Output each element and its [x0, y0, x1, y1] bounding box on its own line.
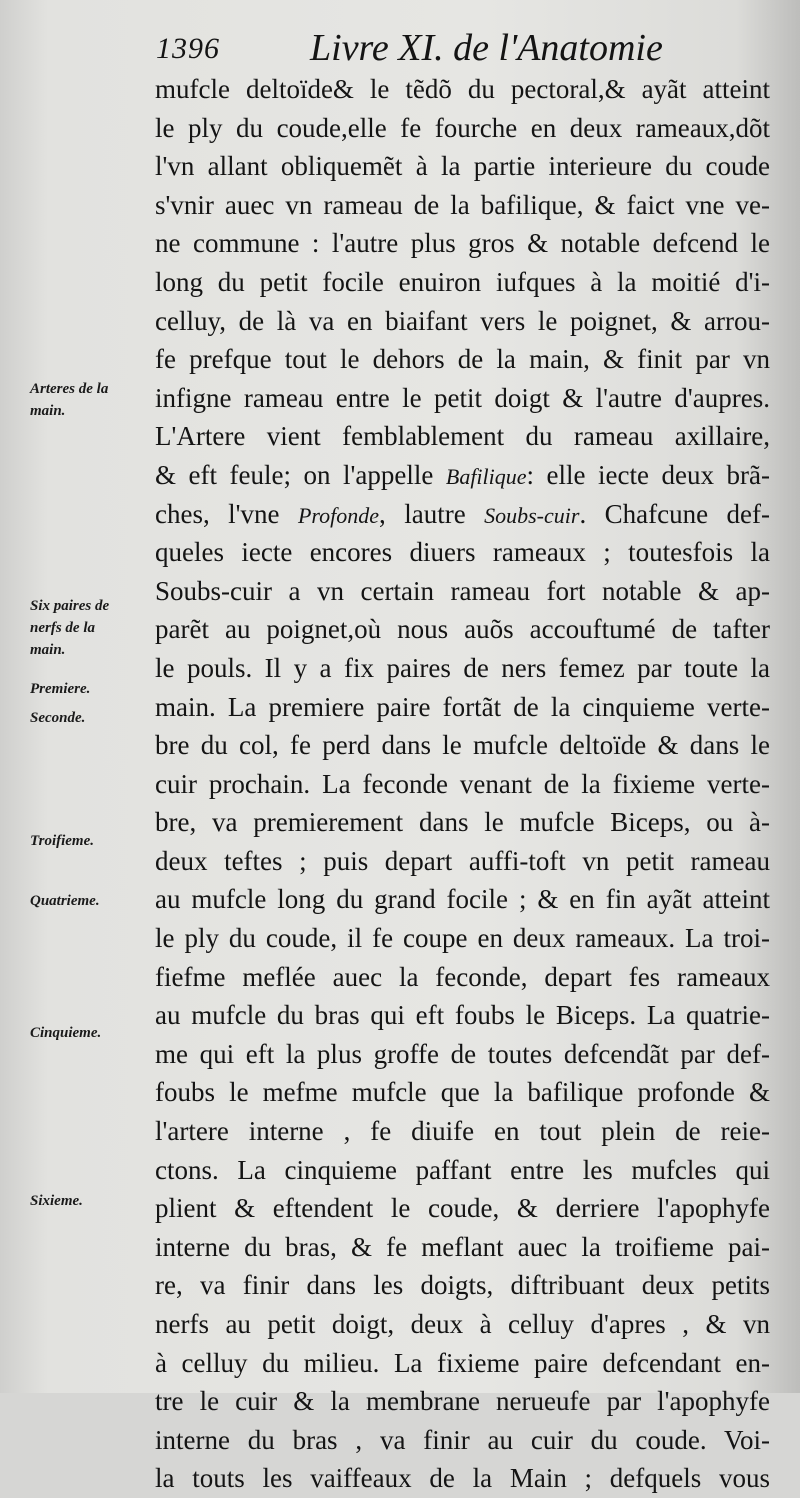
text-line: me qui eft la plus groffe de toutes defcendãt par def-: [155, 1038, 770, 1069]
text-segment: . Chafcune def-: [579, 498, 771, 529]
marginal-note: [30, 1190, 155, 1212]
marginal-note: [30, 678, 155, 700]
italic-term: Soubs-cuir: [484, 502, 580, 528]
text-line: bre du col, fe perd dans le mufcle deltoïde & dans le: [155, 730, 770, 761]
text-line: parẽt au poignet,où nous auõs accouftumé de tafter: [155, 614, 770, 645]
page-number: 1396: [156, 32, 220, 65]
text-line: [155, 456, 770, 495]
text-line: la touts les vaiffeaux de la Main ; defquels vous: [155, 1463, 770, 1494]
text-line: long du petit focile enuiron iufques à la moitié d'i-: [155, 266, 770, 297]
text-line: au mufcle long du grand focile ; & en fin ayãt atteint: [155, 884, 770, 915]
text-segment: , lautre: [379, 498, 485, 529]
marginal-note: [30, 830, 155, 852]
text-line: le pouls. Il y a fix paires de ners femez par toute la: [155, 652, 770, 683]
marginal-note-line: Troifieme.: [30, 833, 95, 849]
text-line: re, va finir dans les doigts, diftribuant deux petits: [155, 1270, 770, 1301]
running-title: Livre XI. de l'Anatomie: [310, 27, 663, 69]
marginal-note: [30, 1022, 155, 1044]
marginal-note-line: nerfs de la: [30, 620, 95, 636]
text-line: deux teftes ; puis depart auffi-toft vn petit rameau: [155, 845, 770, 876]
marginal-note-line: Seconde.: [30, 710, 86, 726]
marginal-note-line: main.: [30, 403, 66, 419]
text-line: s'vnir auec vn rameau de la bafilique, & faict vne ve-: [155, 189, 770, 220]
text-line: L'Artere vient femblablement du rameau axillaire,: [155, 421, 770, 452]
text-line: queles iecte encores diuers rameaux ; toutesfois la: [155, 537, 770, 568]
marginal-note: [30, 707, 155, 729]
text-line: plient & eftendent le coude, & derriere l'apophyfe: [155, 1193, 770, 1224]
marginal-note-line: Sixieme.: [30, 1193, 83, 1209]
italic-term: Bafilique: [445, 463, 527, 489]
text-line: fe prefque tout le dehors de la main, & finit par vn: [155, 344, 770, 375]
text-line: tre le cuir & la membrane nerueufe par l'apophyfe: [155, 1386, 770, 1417]
text-segment: : elle iecte deux brã-: [526, 459, 770, 490]
text-line: le ply du coude,elle fe fourche en deux rameaux,dõt: [155, 112, 770, 143]
marginal-note-line: Cinquieme.: [30, 1025, 102, 1041]
text-line: infigne rameau entre le petit doigt & l'autre d'aupres.: [155, 382, 770, 413]
text-line: cuir prochain. La feconde venant de la fixieme verte-: [155, 768, 770, 799]
marginal-note: [30, 595, 155, 661]
text-line: Soubs-cuir a vn certain rameau fort notable & ap-: [155, 575, 770, 606]
marginal-note-line: Premiere.: [30, 681, 91, 697]
text-segment: & eft feule; on l'appelle: [155, 459, 446, 490]
marginal-note-line: Arteres de la: [30, 381, 109, 397]
text-line: ctons. La cinquieme paffant entre les mufcles qui: [155, 1154, 770, 1185]
italic-term: Profonde: [297, 502, 380, 528]
marginal-note: [30, 378, 155, 422]
text-line: mufcle deltoïde& le tẽdõ du pectoral,& ayãt atteint: [155, 74, 770, 104]
text-line: celluy, de là va en biaifant vers le poignet, & arrou-: [155, 305, 770, 336]
text-line: foubs le mefme mufcle que la bafilique profonde &: [155, 1077, 770, 1108]
text-line: l'vn allant obliquemẽt à la partie interieure du coude: [155, 151, 770, 182]
text-line: l'artere interne , fe diuife en tout plein de reie-: [155, 1116, 770, 1147]
text-line: nerfs au petit doigt, deux à celluy d'apres , & vn: [155, 1309, 770, 1339]
body-text: [155, 70, 770, 1498]
text-line: fiefme meflée auec la feconde, depart fes rameaux: [155, 961, 770, 992]
text-line: ne commune : l'autre plus gros & notable defcend le: [155, 228, 770, 259]
text-segment: ches, l'vne: [155, 498, 298, 529]
text-line: au mufcle du bras qui eft foubs le Biceps. La quatrie-: [155, 1000, 770, 1031]
marginal-note-line: Six paires de: [30, 598, 110, 614]
text-line: interne du bras, & fe meflant auec la troifieme pai-: [155, 1231, 770, 1262]
text-line: à celluy du milieu. La fixieme paire defcendant en-: [155, 1347, 770, 1378]
text-line: main. La premiere paire fortãt de la cinquieme verte-: [155, 691, 770, 722]
marginal-note-line: Quatrieme.: [30, 893, 100, 909]
marginal-note: [30, 890, 155, 912]
text-line: interne du bras , va finir au cuir du coude. Voi-: [155, 1424, 770, 1455]
text-line: bre, va premierement dans le mufcle Biceps, ou à-: [155, 807, 770, 838]
page-header: [150, 22, 770, 72]
marginal-note-line: main.: [30, 642, 66, 658]
text-line: le ply du coude, il fe coupe en deux rameaux. La troi-: [155, 923, 770, 954]
text-line: [155, 495, 770, 534]
